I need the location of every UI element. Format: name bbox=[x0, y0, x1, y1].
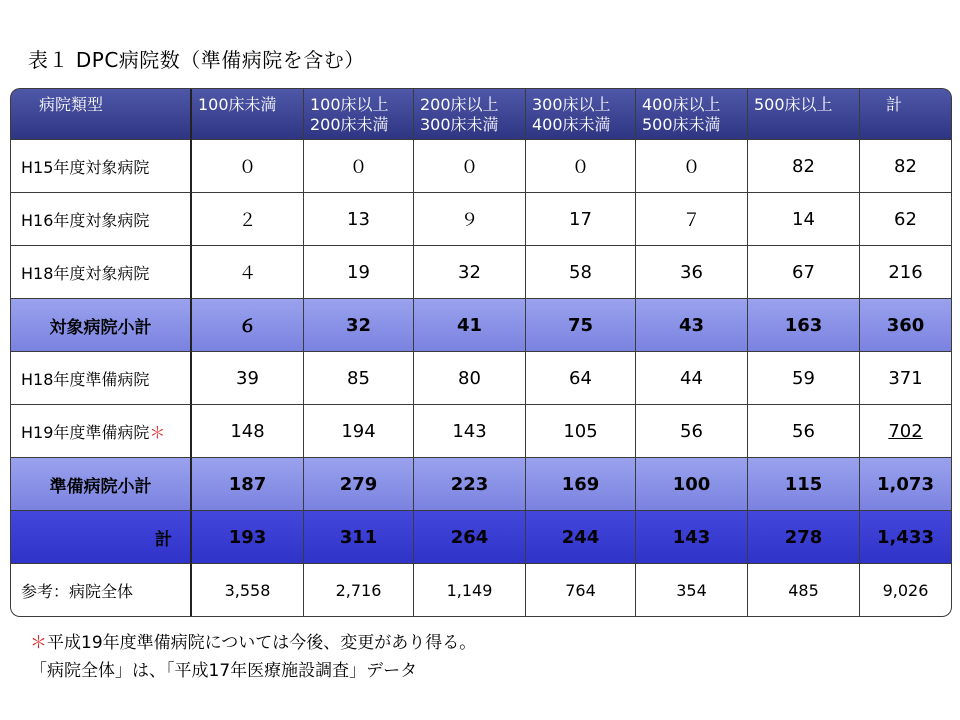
row-total-cell: 360 bbox=[860, 299, 952, 352]
row-label-text: 準備病院小計 bbox=[49, 476, 152, 497]
row-label bbox=[10, 511, 192, 564]
header-cell-total bbox=[860, 88, 952, 140]
dpc-hospital-table bbox=[10, 88, 952, 617]
header-cell-bed-range bbox=[526, 88, 636, 140]
table-cell: 354 bbox=[636, 564, 748, 617]
table-cell: 19 bbox=[304, 246, 414, 299]
row-label bbox=[10, 458, 192, 511]
row-label bbox=[10, 140, 192, 193]
row-label-text: 参考：病院全体 bbox=[21, 581, 134, 601]
table-cell: 67 bbox=[748, 246, 860, 299]
table-row bbox=[10, 511, 952, 564]
row-label bbox=[10, 405, 192, 458]
row-label bbox=[10, 564, 192, 617]
row-label-text: H15年度対象病院 bbox=[21, 157, 150, 177]
row-total-cell: 702 bbox=[860, 405, 952, 458]
table-cell: 3,558 bbox=[192, 564, 304, 617]
table-cell: ７ bbox=[636, 193, 748, 246]
row-label-text: H19年度準備病院 bbox=[21, 422, 150, 442]
table-cell: 485 bbox=[748, 564, 860, 617]
table-cell: ２ bbox=[192, 193, 304, 246]
table-cell: ０ bbox=[304, 140, 414, 193]
table-cell: ０ bbox=[192, 140, 304, 193]
row-total-cell: 82 bbox=[860, 140, 952, 193]
row-label bbox=[10, 299, 192, 352]
table-row bbox=[10, 140, 952, 193]
table-cell: 43 bbox=[636, 299, 748, 352]
table-cell: 56 bbox=[748, 405, 860, 458]
table-cell: ４ bbox=[192, 246, 304, 299]
header-cell-bed-range bbox=[636, 88, 748, 140]
row-total-cell: 371 bbox=[860, 352, 952, 405]
table-cell: 32 bbox=[304, 299, 414, 352]
table-cell: 105 bbox=[526, 405, 636, 458]
table-cell: 194 bbox=[304, 405, 414, 458]
header-text: 100床以上 bbox=[310, 95, 389, 114]
table-row bbox=[10, 299, 952, 352]
table-cell: ０ bbox=[414, 140, 526, 193]
table-cell: 75 bbox=[526, 299, 636, 352]
footnote-text: 「病院全体」は、「平成17年医療施設調査」データ bbox=[30, 661, 418, 681]
table-cell: ０ bbox=[526, 140, 636, 193]
header-cell-type bbox=[10, 88, 192, 140]
header-cell-bed-range bbox=[748, 88, 860, 140]
table-cell: 44 bbox=[636, 352, 748, 405]
table-cell: 148 bbox=[192, 405, 304, 458]
row-label-text: H18年度準備病院 bbox=[21, 369, 150, 389]
table-row bbox=[10, 246, 952, 299]
table-cell: 56 bbox=[636, 405, 748, 458]
table-cell: 193 bbox=[192, 511, 304, 564]
table-cell: 32 bbox=[414, 246, 526, 299]
header-cell-bed-range bbox=[192, 88, 304, 140]
table-cell: 58 bbox=[526, 246, 636, 299]
row-total-cell: 9,026 bbox=[860, 564, 952, 617]
header-text: 500床未満 bbox=[642, 115, 721, 134]
row-total-cell: 216 bbox=[860, 246, 952, 299]
row-label-text: 対象病院小計 bbox=[49, 317, 152, 338]
table-row bbox=[10, 193, 952, 246]
table-header-row bbox=[10, 88, 952, 140]
table-cell: ９ bbox=[414, 193, 526, 246]
header-text: 300床以上 bbox=[532, 95, 611, 114]
table-row bbox=[10, 564, 952, 617]
table-cell: 143 bbox=[414, 405, 526, 458]
row-label-text: H16年度対象病院 bbox=[21, 210, 150, 230]
table-cell: 143 bbox=[636, 511, 748, 564]
table-cell: 64 bbox=[526, 352, 636, 405]
table-cell: 17 bbox=[526, 193, 636, 246]
table-cell: 278 bbox=[748, 511, 860, 564]
header-text: 病院類型 bbox=[39, 95, 104, 114]
row-total-cell: 1,433 bbox=[860, 511, 952, 564]
table-cell: 59 bbox=[748, 352, 860, 405]
row-label-text: H18年度対象病院 bbox=[21, 263, 150, 283]
row-total-cell: 1,073 bbox=[860, 458, 952, 511]
table-cell: 223 bbox=[414, 458, 526, 511]
table-cell: 163 bbox=[748, 299, 860, 352]
table-cell: 169 bbox=[526, 458, 636, 511]
table-cell: 279 bbox=[304, 458, 414, 511]
table-cell: 115 bbox=[748, 458, 860, 511]
header-cell-bed-range bbox=[414, 88, 526, 140]
table-cell: 2,716 bbox=[304, 564, 414, 617]
row-label bbox=[10, 193, 192, 246]
header-text: 200床以上 bbox=[420, 95, 499, 114]
footnote-2 bbox=[30, 656, 417, 681]
header-text: 400床以上 bbox=[642, 95, 721, 114]
header-text: 100床未満 bbox=[198, 95, 277, 114]
row-label bbox=[10, 352, 192, 405]
header-text: 計 bbox=[886, 95, 903, 114]
header-cell-bed-range bbox=[304, 88, 414, 140]
table-cell: ６ bbox=[192, 299, 304, 352]
asterisk-mark: ＊ bbox=[149, 422, 166, 442]
header-text: 400床未満 bbox=[532, 115, 611, 134]
table-cell: 100 bbox=[636, 458, 748, 511]
table-cell: 80 bbox=[414, 352, 526, 405]
table-cell: ０ bbox=[636, 140, 748, 193]
table-cell: 264 bbox=[414, 511, 526, 564]
table-cell: 39 bbox=[192, 352, 304, 405]
table-cell: 82 bbox=[748, 140, 860, 193]
dpc-table-container bbox=[10, 88, 952, 617]
table-cell: 14 bbox=[748, 193, 860, 246]
table-row bbox=[10, 458, 952, 511]
header-text: 200床未満 bbox=[310, 115, 389, 134]
row-label-text: 計 bbox=[155, 529, 172, 550]
footnote-text: 平成19年度準備病院については今後、変更があり得る。 bbox=[47, 633, 477, 653]
table-cell: 187 bbox=[192, 458, 304, 511]
table-row bbox=[10, 405, 952, 458]
table-cell: 41 bbox=[414, 299, 526, 352]
table-row bbox=[10, 352, 952, 405]
footnote-1 bbox=[30, 628, 476, 653]
header-text: 500床以上 bbox=[754, 95, 833, 114]
table-cell: 13 bbox=[304, 193, 414, 246]
row-label bbox=[10, 246, 192, 299]
asterisk-mark: ＊ bbox=[30, 633, 47, 653]
table-cell: 764 bbox=[526, 564, 636, 617]
page-title: 表１ DPC病院数（準備病院を含む） bbox=[28, 48, 365, 72]
table-cell: 85 bbox=[304, 352, 414, 405]
row-total-cell: 62 bbox=[860, 193, 952, 246]
table-cell: 36 bbox=[636, 246, 748, 299]
header-text: 300床未満 bbox=[420, 115, 499, 134]
table-cell: 311 bbox=[304, 511, 414, 564]
table-cell: 244 bbox=[526, 511, 636, 564]
table-cell: 1,149 bbox=[414, 564, 526, 617]
